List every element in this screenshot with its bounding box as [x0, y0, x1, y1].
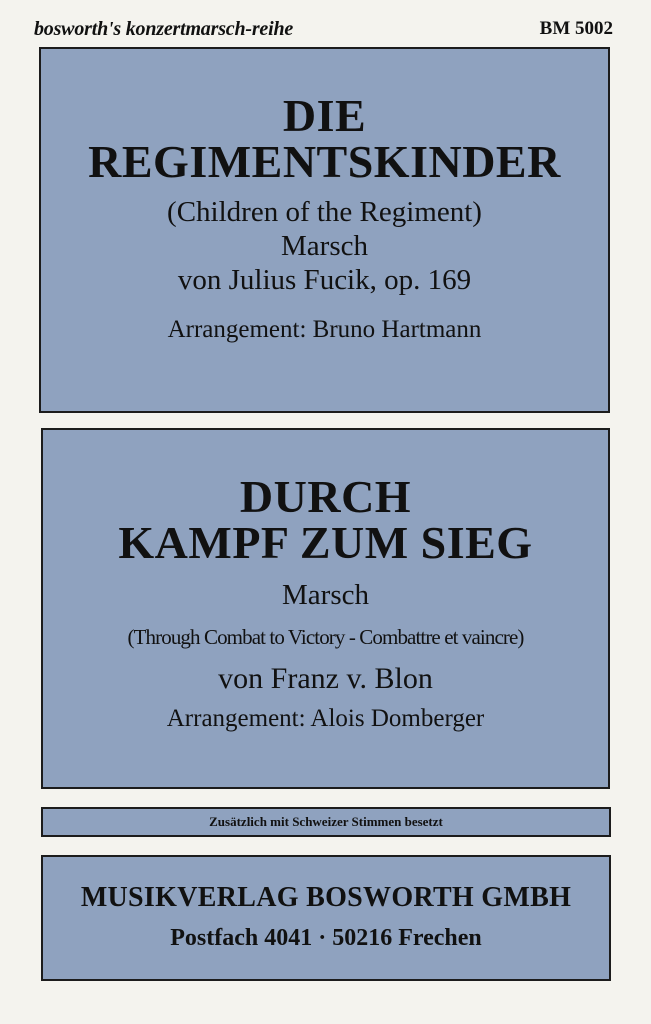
work2-title-line1: DURCH	[239, 471, 412, 522]
work-panel-durch-kampf-zum-sieg	[41, 428, 610, 789]
series-name: bosworth's konzertmarsch-reihe	[34, 18, 294, 40]
work-panel-regimentskinder	[39, 47, 610, 413]
work2-arrangement: Arrangement: Alois Domberger	[166, 705, 485, 732]
work1-subtitle: (Children of the Regiment)	[167, 196, 482, 228]
work1-genre: Marsch	[281, 230, 368, 262]
publisher-name: MUSIKVERLAG BOSWORTH GMBH	[80, 882, 572, 913]
publisher-address: Postfach 4041 · 50216 Frechen	[170, 925, 482, 951]
work1-title-line1: DIE	[282, 90, 367, 141]
work1-arrangement: Arrangement: Bruno Hartmann	[167, 316, 482, 343]
work1-title-line2: REGIMENTSKINDER	[88, 136, 561, 187]
work2-translation: (Through Combat to Victory - Combattre et vaincre)	[127, 625, 524, 649]
publisher-panel	[41, 855, 611, 981]
swiss-parts-note-panel	[41, 807, 611, 837]
work2-title-line2: KAMPF ZUM SIEG	[118, 517, 533, 568]
work1-composer: von Julius Fucik, op. 169	[177, 264, 472, 296]
catalog-number: BM 5002	[539, 18, 613, 39]
work2-genre: Marsch	[282, 579, 369, 611]
work2-composer: von Franz v. Blon	[218, 662, 433, 695]
swiss-parts-note: Zusätzlich mit Schweizer Stimmen besetzt	[209, 814, 443, 829]
